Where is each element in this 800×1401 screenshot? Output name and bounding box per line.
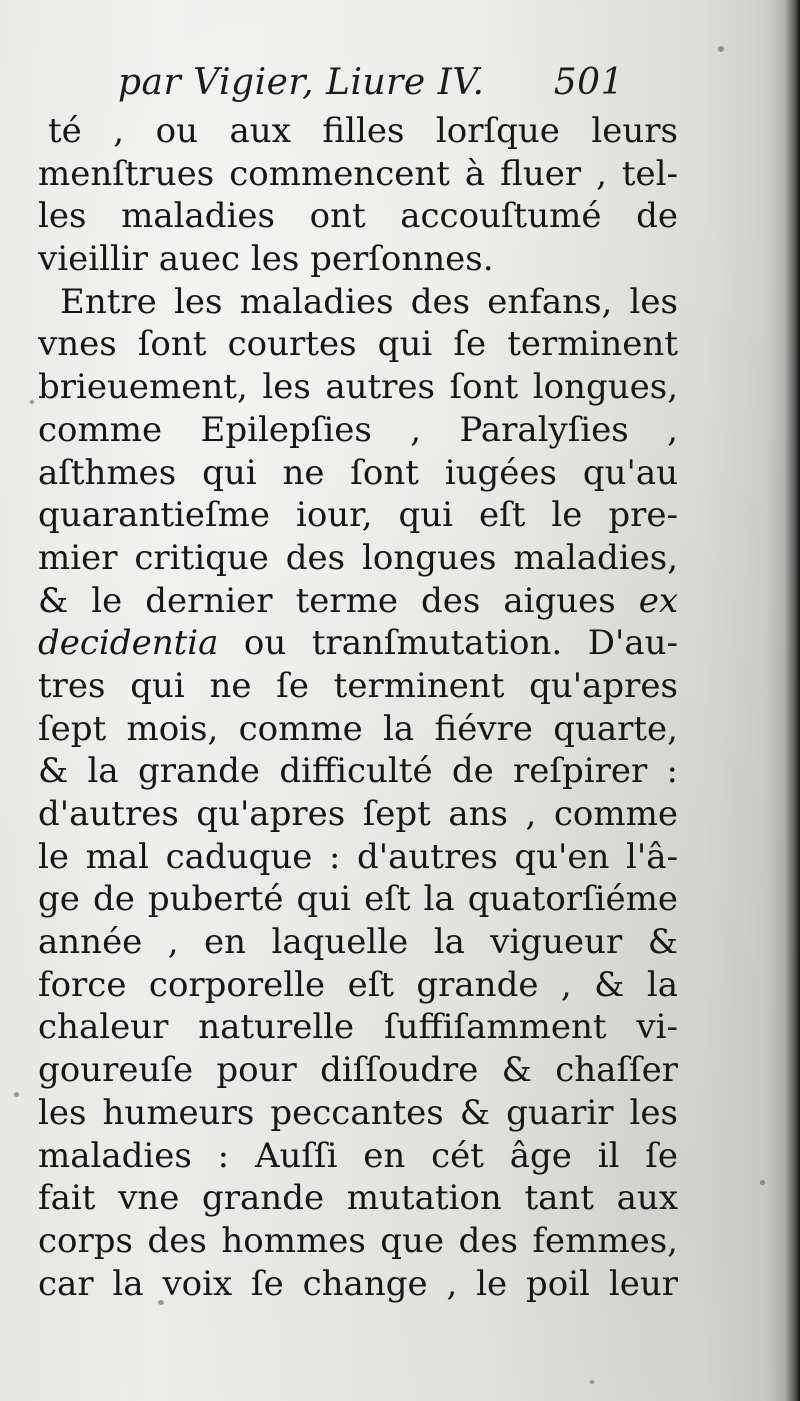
- text-line: force corporelle eſt grande , & la: [38, 964, 678, 1005]
- text-line: corps des hommes que des femmes,: [38, 1220, 678, 1261]
- text-line: chaleur naturelle ſuffiſamment vi-: [38, 1007, 678, 1048]
- text-line: quarantieſme iour, qui eſt le pre-: [38, 495, 678, 536]
- page-number: 501: [553, 62, 624, 103]
- text-line: les humeurs peccantes & guarir les: [38, 1092, 678, 1133]
- text-line: mier critique des longues maladies,: [38, 537, 678, 578]
- text-line: le mal caduque : d'autres qu'en l'â-: [38, 836, 678, 877]
- text-line: car la voix ſe change , le poil leur: [38, 1263, 678, 1304]
- text-line: & le dernier terme des aigues ex: [38, 580, 678, 621]
- text-line: decidentia ou tranſmutation. D'au-: [38, 623, 678, 664]
- body-text: [38, 110, 678, 1305]
- paper-speck: [718, 46, 724, 52]
- text-line: fait vne grande mutation tant aux: [38, 1178, 678, 1219]
- paper-speck: [760, 1180, 765, 1185]
- text-line: ſept mois, comme la fiévre quarte,: [38, 708, 678, 749]
- text-line: té , ou aux filles lorſque leurs: [48, 111, 678, 151]
- paper-speck: [590, 1380, 594, 1384]
- text-line: goureuſe pour diſſoudre & chaſſer: [38, 1050, 678, 1091]
- text-line: vieillir auec les perſonnes.: [38, 239, 494, 280]
- text-line: aſthmes qui ne ſont iugées qu'au: [38, 452, 678, 493]
- text-line: tres qui ne ſe terminent qu'apres: [38, 665, 678, 706]
- text-line: comme Epilepſies , Paralyſies ,: [38, 409, 678, 450]
- running-head-title: par Vigier, Liure IV.: [118, 62, 485, 103]
- binding-shadow: [766, 0, 800, 1401]
- text-line: brieuement, les autres ſont longues,: [38, 367, 678, 408]
- text-line: année , en laquelle la vigueur &: [38, 922, 678, 963]
- text-line: Entre les maladies des enfans, les: [60, 281, 678, 322]
- text-line: d'autres qu'apres ſept ans , comme: [38, 794, 678, 834]
- text-line: menſtrues commencent à fluer , tel-: [38, 153, 678, 194]
- text-line: maladies : Auſſi en cét âge il ſe: [38, 1135, 678, 1176]
- paper-speck: [14, 1092, 19, 1097]
- text-line: & la grande difficulté de reſpirer :: [38, 751, 678, 792]
- text-line: vnes ſont courtes qui ſe terminent: [38, 324, 678, 365]
- paper-speck: [30, 400, 34, 404]
- text-line: ge de puberté qui eſt la quatorſiéme: [38, 879, 678, 920]
- text-line: les maladies ont accouſtumé de: [38, 196, 678, 237]
- running-head: [118, 62, 638, 112]
